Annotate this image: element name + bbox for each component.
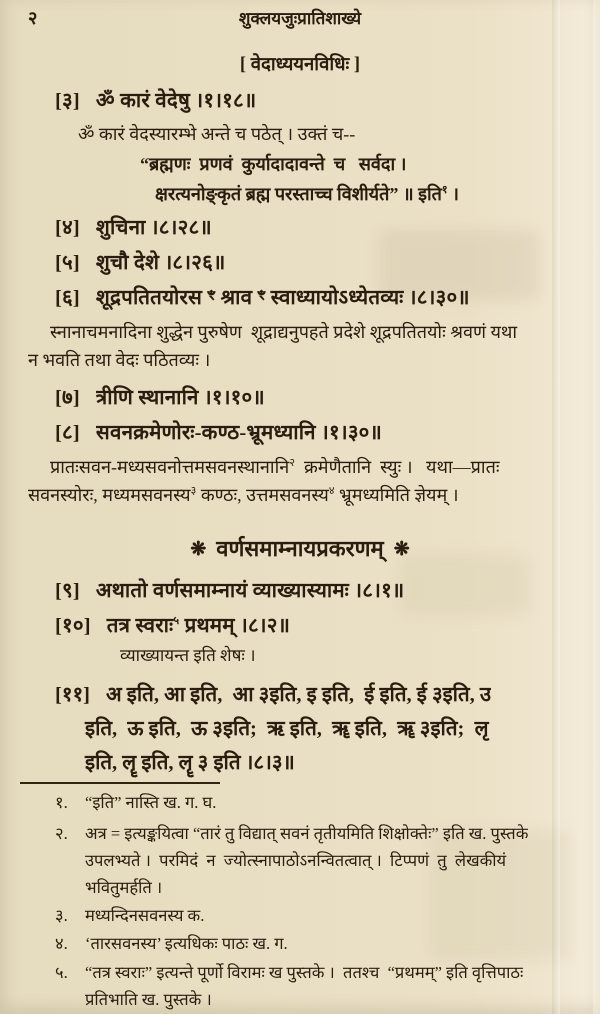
commentary-part: प्रातःसवन-मध्यसवनोत्तमसवनस्थानानि <box>50 457 290 477</box>
commentary-line: ॐ कारं वेदस्यारम्भे अन्ते च पठेत् । उक्तं च-- <box>78 124 356 144</box>
sutra-8 <box>28 418 544 448</box>
flower-ornament-icon: ❋ <box>190 539 207 560</box>
sutra-text-part: प्रथमम् ।८।२॥ <box>179 615 291 637</box>
sutra-text: त्रीणि स्थानानि ।१।१०॥ <box>95 387 265 409</box>
footnote-text: “तत्र स्वराः” इत्यन्ते पूर्णो विरामः ख पुस्तके । ततश्च “प्रथमम्” इति वृत्तिपाठः <box>85 963 524 982</box>
sutra-number: [९] <box>55 580 80 602</box>
chapter-heading: [ वेदाध्ययनविधिः ] <box>239 55 361 75</box>
footnote-text: अत्र = इत्यङ्कयित्वा “तारं तु विद्यात् सवनं तृतीयमिति शिक्षोक्तेः” इति ख. पुस्तके <box>85 824 529 843</box>
footnote-2 <box>28 820 544 901</box>
sutra-text: शूद्रपतितयोरस ꣳ श्राव ꣳ स्वाध्यायोऽध्येतव्यः ।८।३०॥ <box>95 287 470 309</box>
footnote-row <box>28 903 544 929</box>
sutra-10 <box>28 611 544 641</box>
verse-text-part: क्षरत्यनोङ्कृतं ब्रह्म परस्ताच्च विशीर्यते” ॥ इति <box>155 184 442 204</box>
commentary-part: कण्ठः, उत्तमसवनस्य <box>196 485 329 505</box>
commentary-8 <box>28 453 544 509</box>
footnote-text: “इति” नास्ति ख. ग. घ. <box>85 793 217 812</box>
sutra-text: सवनक्रमेणोरः-कण्ठ-भ्रूमध्यानि ।१।३०॥ <box>95 422 383 444</box>
footnote-ref: १ <box>441 184 448 196</box>
footnote-row <box>28 790 544 816</box>
sutra-number: [४] <box>55 217 80 239</box>
footnote-text: मध्यन्दिनसवनस्य क. <box>85 906 205 925</box>
footnote-text: भवितुमर्हति । <box>85 878 163 897</box>
sutra-text: अ इति, आ इति, आ ३इति, इ इति, ई इति, ई ३इति, उ <box>105 684 492 706</box>
footnote-text: उपलभ्यते । परमिदं न ज्योत्स्नापाठोऽनन्वितत्वात् । टिप्पणं तु लेखकीयं <box>85 851 507 870</box>
commentary-6 <box>28 318 544 374</box>
sutra-6 <box>28 283 544 313</box>
footnote-1 <box>28 790 544 816</box>
footnote-text: ‘तारसवनस्य’ इत्यधिकः पाठः ख. ग. <box>85 934 288 953</box>
sutra-number: [३] <box>55 90 80 112</box>
sutra-number: [८] <box>55 422 80 444</box>
commentary-line: न भवति तथा वेदः पठितव्यः । <box>28 350 211 370</box>
sutra-11 <box>28 678 544 780</box>
sutra-line: इति, लॄ इति, लॄ ३ इति ।८।३॥ <box>85 752 295 774</box>
sutra-number: [७] <box>55 387 80 409</box>
commentary-10: व्याख्यायन्त इति शेषः । <box>120 646 256 665</box>
footnote-number: ४. <box>55 934 68 953</box>
verse-text-part: । <box>447 184 459 204</box>
sutra-number: [६] <box>55 287 80 309</box>
verse-text <box>155 180 544 208</box>
footnote-row <box>28 820 544 847</box>
footnote-number: ३. <box>55 906 68 925</box>
sutra-number: [१०] <box>55 615 91 637</box>
footnote-ref: ४ <box>328 485 335 497</box>
footnote-divider <box>20 782 220 784</box>
page-header <box>28 6 544 32</box>
running-title: शुक्लयजुःप्रातिशाख्ये <box>238 9 362 28</box>
sutra-line <box>28 678 544 712</box>
footnote-row <box>28 931 544 957</box>
sutra-4 <box>28 213 544 243</box>
footnote-number: १. <box>55 793 68 812</box>
sutra-text: शुचौ देशे ।८।२६॥ <box>95 252 226 274</box>
footnote-3 <box>28 903 544 929</box>
footnote-number: ५. <box>55 963 68 982</box>
sutra-9 <box>28 576 544 606</box>
footnote-ref: ५ <box>173 615 180 628</box>
verse-text: “ब्रह्मणः प्रणवं कुर्यादादावन्ते च सर्वदा । <box>140 154 407 174</box>
commentary-part: क्रमेणैतानि स्युः । यथा—प्रातः <box>294 457 500 477</box>
footnote-number: २. <box>55 824 68 843</box>
footnote-ref: ३ <box>190 485 197 497</box>
section-heading <box>42 533 558 565</box>
sutra-number: [५] <box>55 252 80 274</box>
page-number: २ <box>28 8 38 28</box>
commentary-line <box>28 453 544 481</box>
commentary-part: सवनस्योरः, मध्यमसवनस्य <box>28 485 191 505</box>
sutra-number: [११] <box>55 684 90 706</box>
footnote-row <box>28 959 544 986</box>
page-crease <box>552 0 560 1014</box>
commentary-line: स्नानाचमनादिना शुद्धेन पुरुषेण शूद्राद्यनुपहते प्रदेशे शूद्रपतितयोः श्रवणं यथा <box>50 322 518 342</box>
footnote-text: प्रतिभाति ख. पुस्तके । <box>85 990 212 1009</box>
commentary-part: भ्रूमध्यमिति ज्ञेयम् । <box>334 485 459 505</box>
sutra-text: अथातो वर्णसमाम्नायं व्याख्यास्यामः ।८।१॥ <box>95 580 405 602</box>
footnote-4 <box>28 931 544 957</box>
commentary-3 <box>28 120 544 148</box>
sutra-text <box>107 611 290 641</box>
verse-line-2 <box>28 180 544 208</box>
footnote-ref: २ <box>289 457 295 469</box>
sutra-5 <box>28 248 544 278</box>
text-block <box>28 0 544 1013</box>
sutra-3 <box>28 86 544 116</box>
verse-line-1 <box>28 150 544 178</box>
footnote-5 <box>28 959 544 1013</box>
sutra-line: इति, ऊ इति, ऊ ३इति; ऋ इति, ॠ इति, ॠ ३इति; लृ <box>85 718 489 740</box>
sutra-text-part: तत्र स्वराः <box>106 615 174 637</box>
section-title: वर्णसमाम्नायप्रकरणम् <box>216 536 384 561</box>
commentary-line <box>28 481 544 509</box>
sutra-text: शुचिना ।८।२८॥ <box>95 217 212 239</box>
sutra-7 <box>28 383 544 413</box>
sutra-text: ॐ कारं वेदेषु ।१।१८॥ <box>95 90 257 112</box>
flower-ornament-icon: ❋ <box>393 539 410 560</box>
page-edge <box>593 0 600 1014</box>
